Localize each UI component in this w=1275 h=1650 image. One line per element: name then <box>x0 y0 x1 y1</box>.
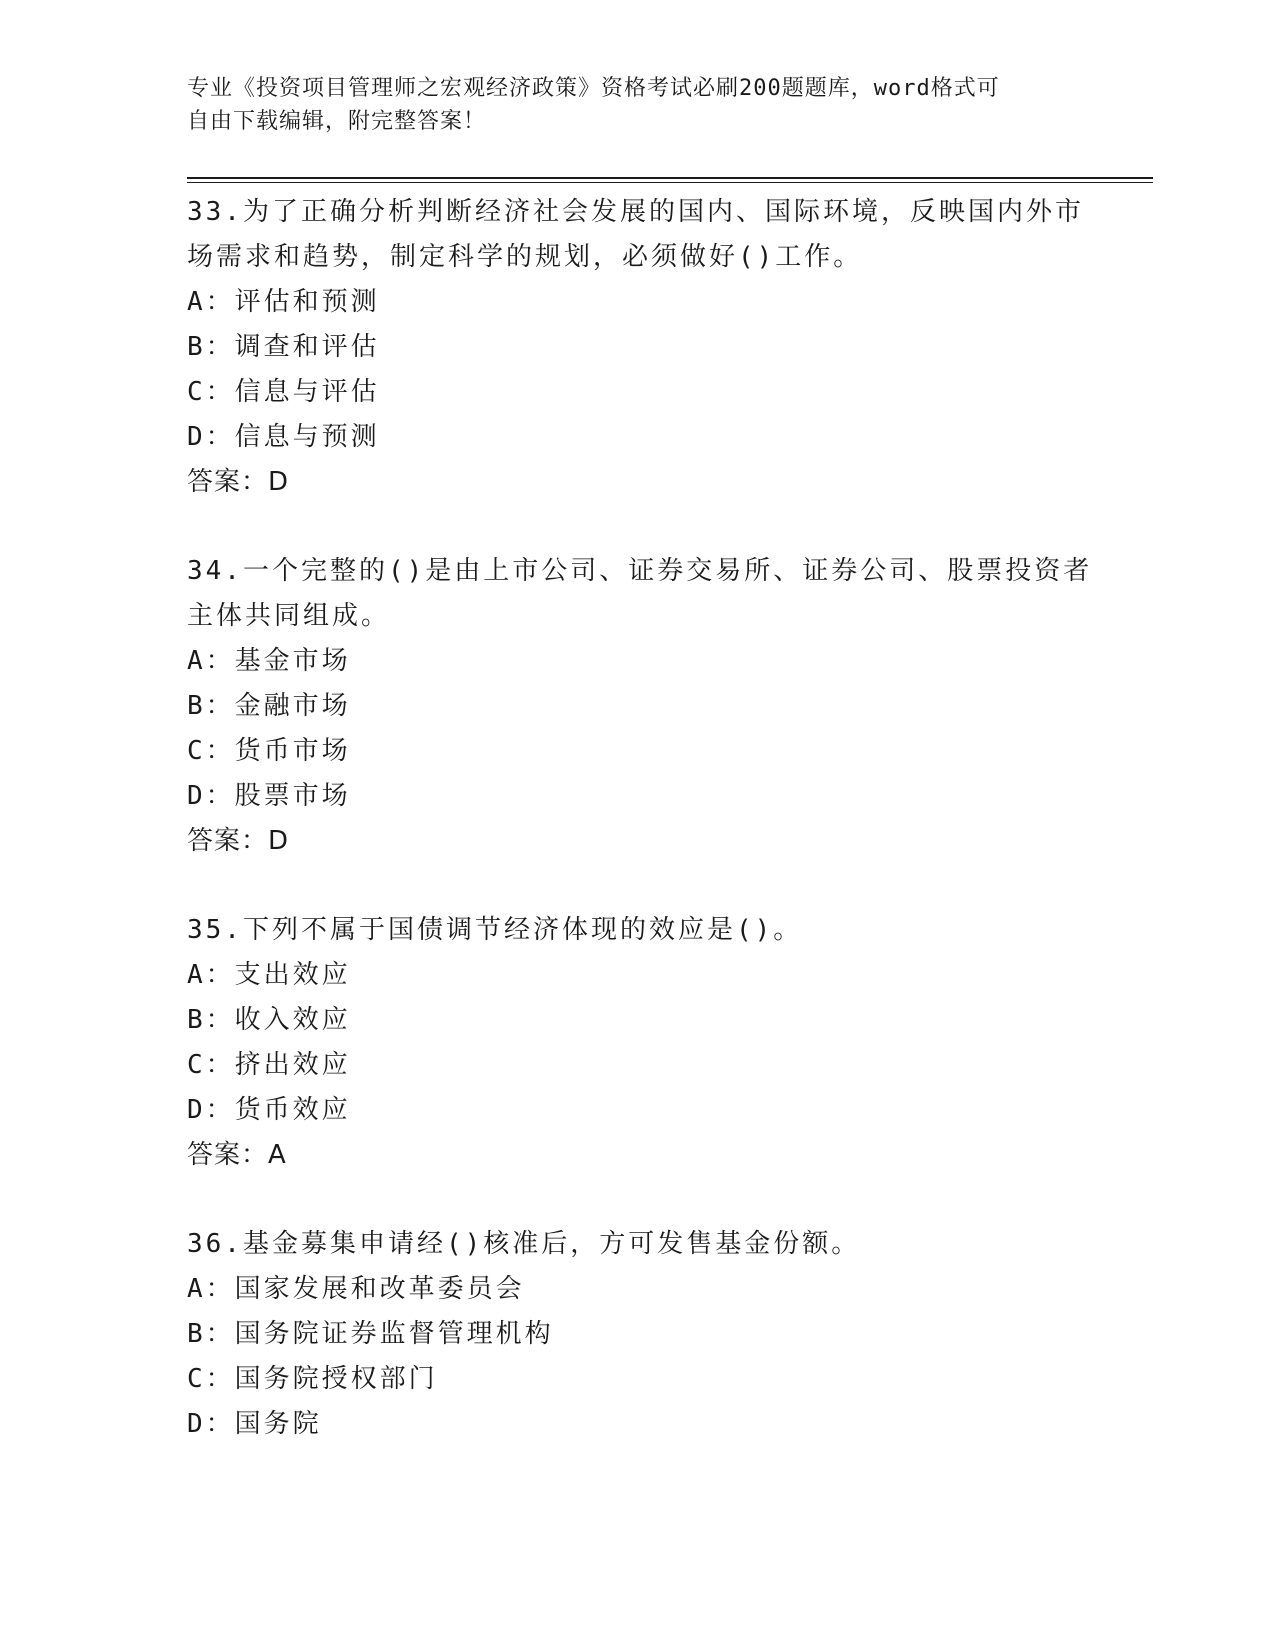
question-34 <box>187 549 1093 864</box>
question-text <box>187 908 1087 953</box>
option-a: A：基金市场 <box>187 646 351 676</box>
question-text-line: 36.基金募集申请经()核准后，方可发售基金份额。 <box>187 1229 861 1259</box>
option-c: C：信息与评估 <box>187 377 380 407</box>
option-d: D：股票市场 <box>187 781 351 811</box>
header-line-1: 专业《投资项目管理师之宏观经济政策》资格考试必刷200题题库，word格式可 <box>187 76 1000 101</box>
answer: 答案：A <box>187 1140 287 1170</box>
question-text-line: 主体共同组成。 <box>187 601 391 631</box>
option-b: B：调查和评估 <box>187 332 380 362</box>
question-text-line: 34.一个完整的()是由上市公司、证券交易所、证券公司、股票投资者 <box>187 556 1093 586</box>
question-text <box>187 549 1093 639</box>
answer: 答案：D <box>187 826 290 856</box>
option-b: B：国务院证券监督管理机构 <box>187 1319 554 1349</box>
question-35 <box>187 908 1087 1178</box>
option-a: A：国家发展和改革委员会 <box>187 1274 525 1304</box>
option-a: A：评估和预测 <box>187 287 380 317</box>
question-text-line: 33.为了正确分析判断经济社会发展的国内、国际环境，反映国内外市 <box>187 197 1084 227</box>
option-d: D：货币效应 <box>187 1095 351 1125</box>
option-c: C：国务院授权部门 <box>187 1364 438 1394</box>
answer: 答案：D <box>187 467 290 497</box>
option-b: B：收入效应 <box>187 1005 351 1035</box>
question-text-line: 场需求和趋势，制定科学的规划，必须做好()工作。 <box>187 242 863 272</box>
option-d: D：信息与预测 <box>187 422 380 452</box>
header-divider-thick <box>187 177 1153 179</box>
document-header <box>187 72 1087 138</box>
option-b: B：金融市场 <box>187 691 351 721</box>
question-text <box>187 190 1087 280</box>
question-text-line: 35.下列不属于国债调节经济体现的效应是()。 <box>187 915 803 945</box>
header-divider-thin <box>187 182 1153 183</box>
question-33 <box>187 190 1087 505</box>
question-36 <box>187 1222 1087 1447</box>
question-list <box>187 190 1093 1491</box>
option-a: A：支出效应 <box>187 960 351 990</box>
header-line-2: 自由下载编辑，附完整答案！ <box>187 109 487 134</box>
option-c: C：货币市场 <box>187 736 351 766</box>
option-d: D：国务院 <box>187 1409 322 1439</box>
option-c: C：挤出效应 <box>187 1050 351 1080</box>
question-text <box>187 1222 1087 1267</box>
